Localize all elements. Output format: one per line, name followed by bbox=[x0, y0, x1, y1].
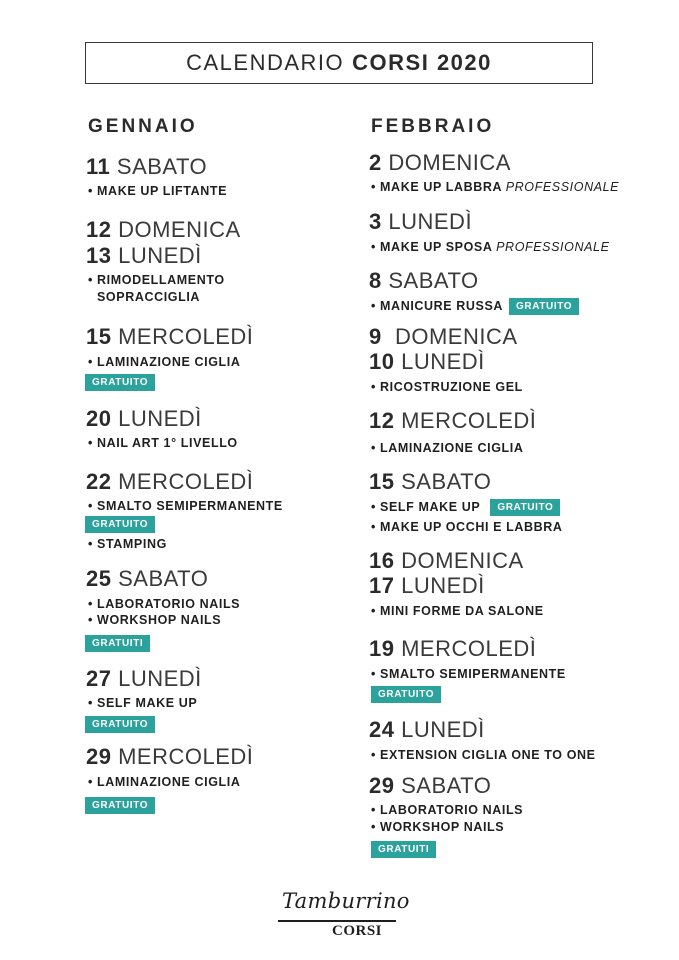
date-heading bbox=[86, 324, 253, 350]
date-weekday: MERCOLEDÌ bbox=[401, 408, 537, 433]
date-weekday: MERCOLEDÌ bbox=[118, 744, 254, 769]
date-number: 11 bbox=[86, 154, 111, 179]
date-number: 29 bbox=[369, 773, 395, 798]
date-heading bbox=[369, 469, 491, 495]
course-item-italic: PROFESSIONALE bbox=[505, 180, 620, 194]
date-heading bbox=[369, 636, 536, 662]
course-item: • LAMINAZIONE CIGLIA bbox=[371, 441, 524, 455]
date-weekday: LUNEDÌ bbox=[388, 209, 473, 234]
date-weekday: MERCOLEDÌ bbox=[118, 469, 254, 494]
date-number: 12 bbox=[86, 217, 112, 242]
date-heading bbox=[86, 666, 202, 692]
date-weekday: DOMENICA bbox=[118, 217, 241, 242]
logo-script-text: Tamburrino bbox=[282, 889, 410, 913]
date-weekday: LUNEDÌ bbox=[401, 717, 485, 742]
date-number: 10 bbox=[369, 349, 395, 374]
logo-underline bbox=[278, 920, 396, 922]
date-weekday: MERCOLEDÌ bbox=[118, 324, 254, 349]
date-heading bbox=[86, 469, 253, 495]
date-number: 9 bbox=[369, 324, 382, 349]
title-light: CALENDARIO bbox=[186, 50, 345, 75]
date-number: 2 bbox=[369, 150, 382, 175]
course-item: • STAMPING bbox=[88, 537, 167, 551]
course-item-italic: PROFESSIONALE bbox=[496, 240, 610, 254]
free-badge: GRATUITO bbox=[371, 686, 441, 703]
date-heading bbox=[369, 408, 536, 434]
course-item-text: • SELF MAKE UP bbox=[371, 500, 481, 514]
course-item bbox=[371, 180, 619, 194]
course-item: • RIMODELLAMENTO bbox=[88, 273, 225, 287]
date-number: 17 bbox=[369, 573, 395, 598]
date-weekday: LUNEDÌ bbox=[118, 666, 202, 691]
date-weekday: MERCOLEDÌ bbox=[401, 636, 537, 661]
date-number: 27 bbox=[86, 666, 112, 691]
date-weekday: LUNEDÌ bbox=[118, 243, 202, 268]
course-item: • MAKE UP LIFTANTE bbox=[88, 184, 228, 198]
course-item: • SMALTO SEMIPERMANENTE bbox=[88, 499, 283, 513]
course-item: • LAMINAZIONE CIGLIA bbox=[88, 355, 241, 369]
date-number: 29 bbox=[86, 744, 112, 769]
course-item: • LAMINAZIONE CIGLIA bbox=[88, 775, 241, 789]
date-heading bbox=[369, 150, 511, 176]
date-heading bbox=[369, 324, 518, 350]
date-number: 8 bbox=[369, 268, 382, 293]
date-heading bbox=[369, 573, 485, 599]
course-item-text: • MAKE UP LABBRA bbox=[371, 180, 502, 194]
date-weekday: SABATO bbox=[116, 154, 208, 179]
date-weekday: SABATO bbox=[388, 268, 479, 293]
date-heading bbox=[86, 566, 208, 592]
date-weekday: DOMENICA bbox=[401, 548, 524, 573]
month-heading-february: FEBBRAIO bbox=[371, 116, 495, 137]
date-weekday: LUNEDÌ bbox=[401, 349, 485, 374]
title-bold: CORSI 2020 bbox=[352, 50, 492, 75]
course-item: • EXTENSION CIGLIA ONE TO ONE bbox=[371, 748, 596, 762]
date-heading bbox=[86, 154, 207, 180]
course-item: • MINI FORME DA SALONE bbox=[371, 604, 544, 618]
date-heading bbox=[369, 717, 485, 743]
logo-word: CORSI bbox=[332, 923, 383, 939]
course-item: • MAKE UP OCCHI E LABBRA bbox=[371, 520, 563, 534]
date-weekday: SABATO bbox=[118, 566, 209, 591]
date-weekday: LUNEDÌ bbox=[118, 406, 202, 431]
course-item bbox=[371, 499, 560, 516]
date-weekday: SABATO bbox=[401, 773, 492, 798]
date-heading bbox=[369, 349, 485, 375]
date-heading bbox=[86, 406, 202, 432]
date-heading bbox=[86, 217, 241, 243]
page-title bbox=[85, 42, 593, 84]
date-number: 24 bbox=[369, 717, 395, 742]
tamburrino-logo bbox=[278, 885, 410, 945]
date-heading bbox=[86, 243, 202, 269]
date-weekday: LUNEDÌ bbox=[401, 573, 485, 598]
date-weekday: SABATO bbox=[401, 469, 492, 494]
date-heading bbox=[369, 548, 524, 574]
free-badge: GRATUITI bbox=[371, 841, 436, 858]
course-item: • SELF MAKE UP bbox=[88, 696, 198, 710]
date-heading bbox=[86, 744, 253, 770]
date-weekday: DOMENICA bbox=[394, 324, 518, 349]
date-number: 19 bbox=[369, 636, 395, 661]
date-heading bbox=[369, 209, 472, 235]
date-number: 15 bbox=[86, 324, 112, 349]
course-item: • NAIL ART 1° LIVELLO bbox=[88, 436, 238, 450]
date-number: 15 bbox=[369, 469, 395, 494]
date-number: 25 bbox=[86, 566, 112, 591]
date-number: 13 bbox=[86, 243, 112, 268]
date-number: 12 bbox=[369, 408, 395, 433]
course-item bbox=[371, 298, 579, 315]
course-item: • WORKSHOP NAILS bbox=[88, 613, 222, 627]
course-item-text: • MAKE UP SPOSA bbox=[371, 240, 493, 254]
course-item-continuation: SOPRACCIGLIA bbox=[97, 290, 201, 304]
course-item: • LABORATORIO NAILS bbox=[88, 597, 241, 611]
date-heading bbox=[369, 268, 479, 294]
date-number: 22 bbox=[86, 469, 112, 494]
free-badge: GRATUITO bbox=[85, 374, 155, 391]
course-item-text: • MANICURE RUSSA bbox=[371, 299, 504, 313]
course-item: • LABORATORIO NAILS bbox=[371, 803, 524, 817]
date-number: 3 bbox=[369, 209, 382, 234]
month-heading-january: GENNAIO bbox=[88, 116, 198, 137]
date-number: 16 bbox=[369, 548, 395, 573]
free-badge: GRATUITO bbox=[85, 516, 155, 533]
date-number: 20 bbox=[86, 406, 112, 431]
course-item: • WORKSHOP NAILS bbox=[371, 820, 505, 834]
free-badge: GRATUITO bbox=[490, 499, 560, 516]
date-heading bbox=[369, 773, 491, 799]
course-item bbox=[371, 240, 610, 254]
free-badge: GRATUITO bbox=[85, 797, 155, 814]
date-weekday: DOMENICA bbox=[388, 150, 511, 175]
free-badge: GRATUITO bbox=[85, 716, 155, 733]
course-item: • RICOSTRUZIONE GEL bbox=[371, 380, 523, 394]
free-badge: GRATUITI bbox=[85, 635, 150, 652]
free-badge: GRATUITO bbox=[509, 298, 579, 315]
course-item: • SMALTO SEMIPERMANENTE bbox=[371, 667, 566, 681]
